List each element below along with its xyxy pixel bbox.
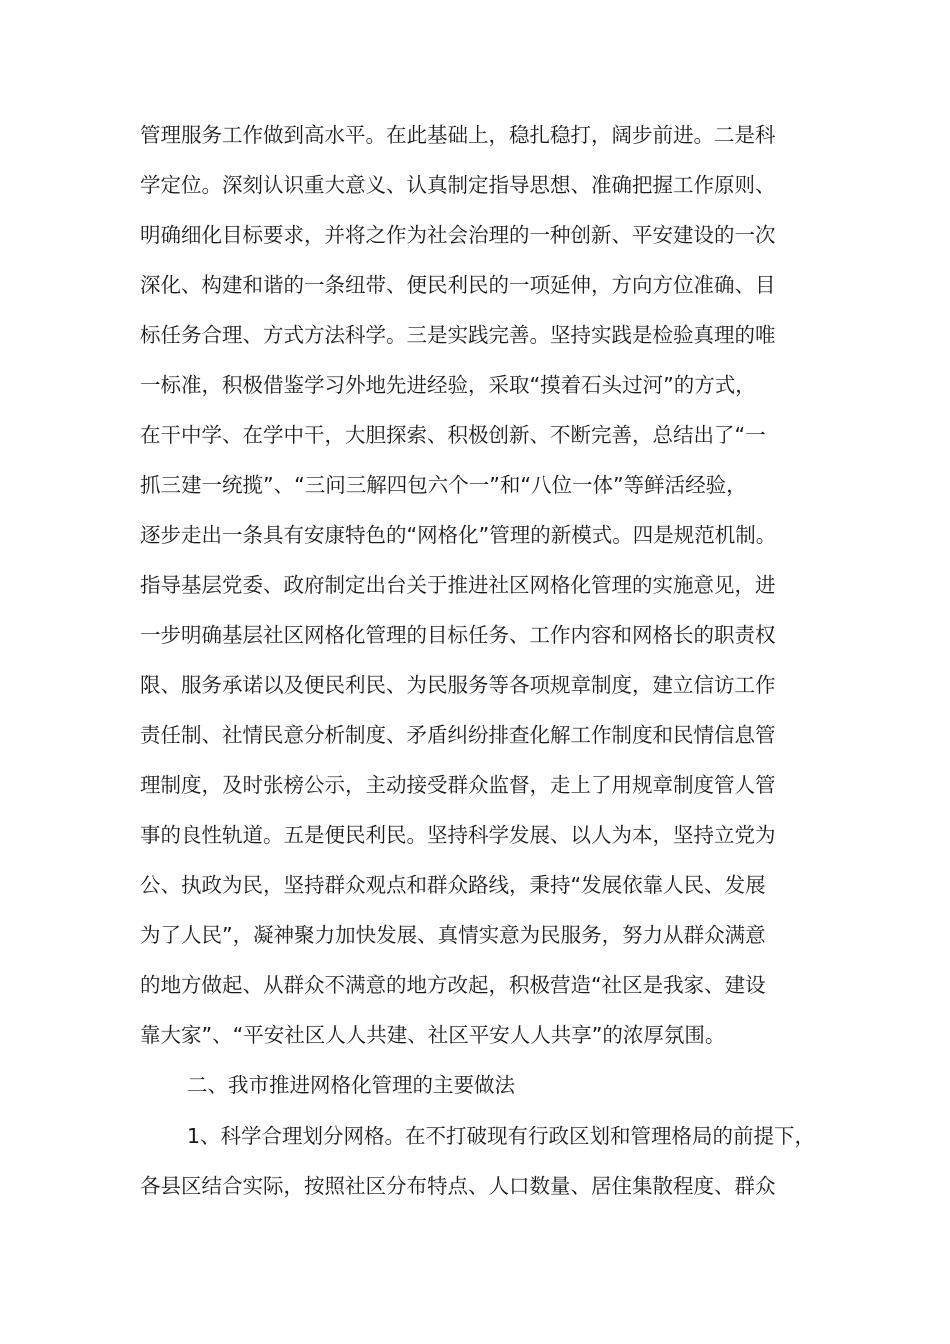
section-heading: 二、我市推进网格化管理的主要做法	[187, 1073, 515, 1097]
body-text-line: 管理服务工作做到高水平。在此基础上，稳扎稳打，阔步前进。二是科	[140, 123, 776, 147]
body-text-line: 抓三建一统揽”、“三问三解四包六个一”和“八位一体”等鲜活经验，	[140, 473, 747, 497]
body-text-line: 明确细化目标要求，并将之作为社会治理的一种创新、平安建设的一次	[140, 223, 776, 247]
body-text-line: 靠大家”、“平安社区人人共建、社区平安人人共享”的浓厚氛围。	[140, 1023, 726, 1047]
body-text-line: 限、服务承诺以及便民利民、为民服务等各项规章制度，建立信访工作	[140, 673, 776, 697]
body-text-line: 指导基层党委、政府制定出台关于推进社区网格化管理的实施意见，进	[140, 573, 776, 597]
body-text-line: 一步明确基层社区网格化管理的目标任务、工作内容和网格长的职责权	[140, 623, 776, 647]
numbered-item-continuation-line: 各县区结合实际，按照社区分布特点、人口数量、居住集散程度、群众	[140, 1174, 776, 1198]
body-text-line: 深化、构建和谐的一条纽带、便民利民的一项延伸，方向方位准确、目	[140, 273, 776, 297]
body-text-line: 事的良性轨道。五是便民利民。坚持科学发展、以人为本，坚持立党为	[140, 823, 776, 847]
body-text-line: 为了人民”，凝神聚力加快发展、真情实意为民服务，努力从群众满意	[140, 923, 766, 947]
body-text-line: 责任制、社情民意分析制度、矛盾纠纷排查化解工作制度和民情信息管	[140, 723, 776, 747]
body-text-line: 的地方做起、从群众不满意的地方改起，积极营造“社区是我家、建设	[140, 973, 766, 997]
body-text-line: 学定位。深刻认识重大意义、认真制定指导思想、准确把握工作原则、	[140, 173, 776, 197]
body-text-line: 逐步走出一条具有安康特色的“网格化”管理的新模式。四是规范机制。	[140, 523, 777, 547]
numbered-item-first-line: 1、科学合理划分网格。在不打破现有行政区划和管理格局的前提下，	[187, 1124, 816, 1148]
body-text-line: 标任务合理、方式方法科学。三是实践完善。坚持实践是检验真理的唯	[140, 323, 776, 347]
body-text-line: 在干中学、在学中干，大胆探索、积极创新、不断完善，总结出了“一	[140, 423, 766, 447]
body-text-line: 理制度，及时张榜公示，主动接受群众监督，走上了用规章制度管人管	[140, 773, 776, 797]
body-text-line: 一标准，积极借鉴学习外地先进经验，采取“摸着石头过河”的方式，	[140, 373, 756, 397]
body-text-line: 公、执政为民，坚持群众观点和群众路线，秉持“发展依靠人民、发展	[140, 873, 766, 897]
